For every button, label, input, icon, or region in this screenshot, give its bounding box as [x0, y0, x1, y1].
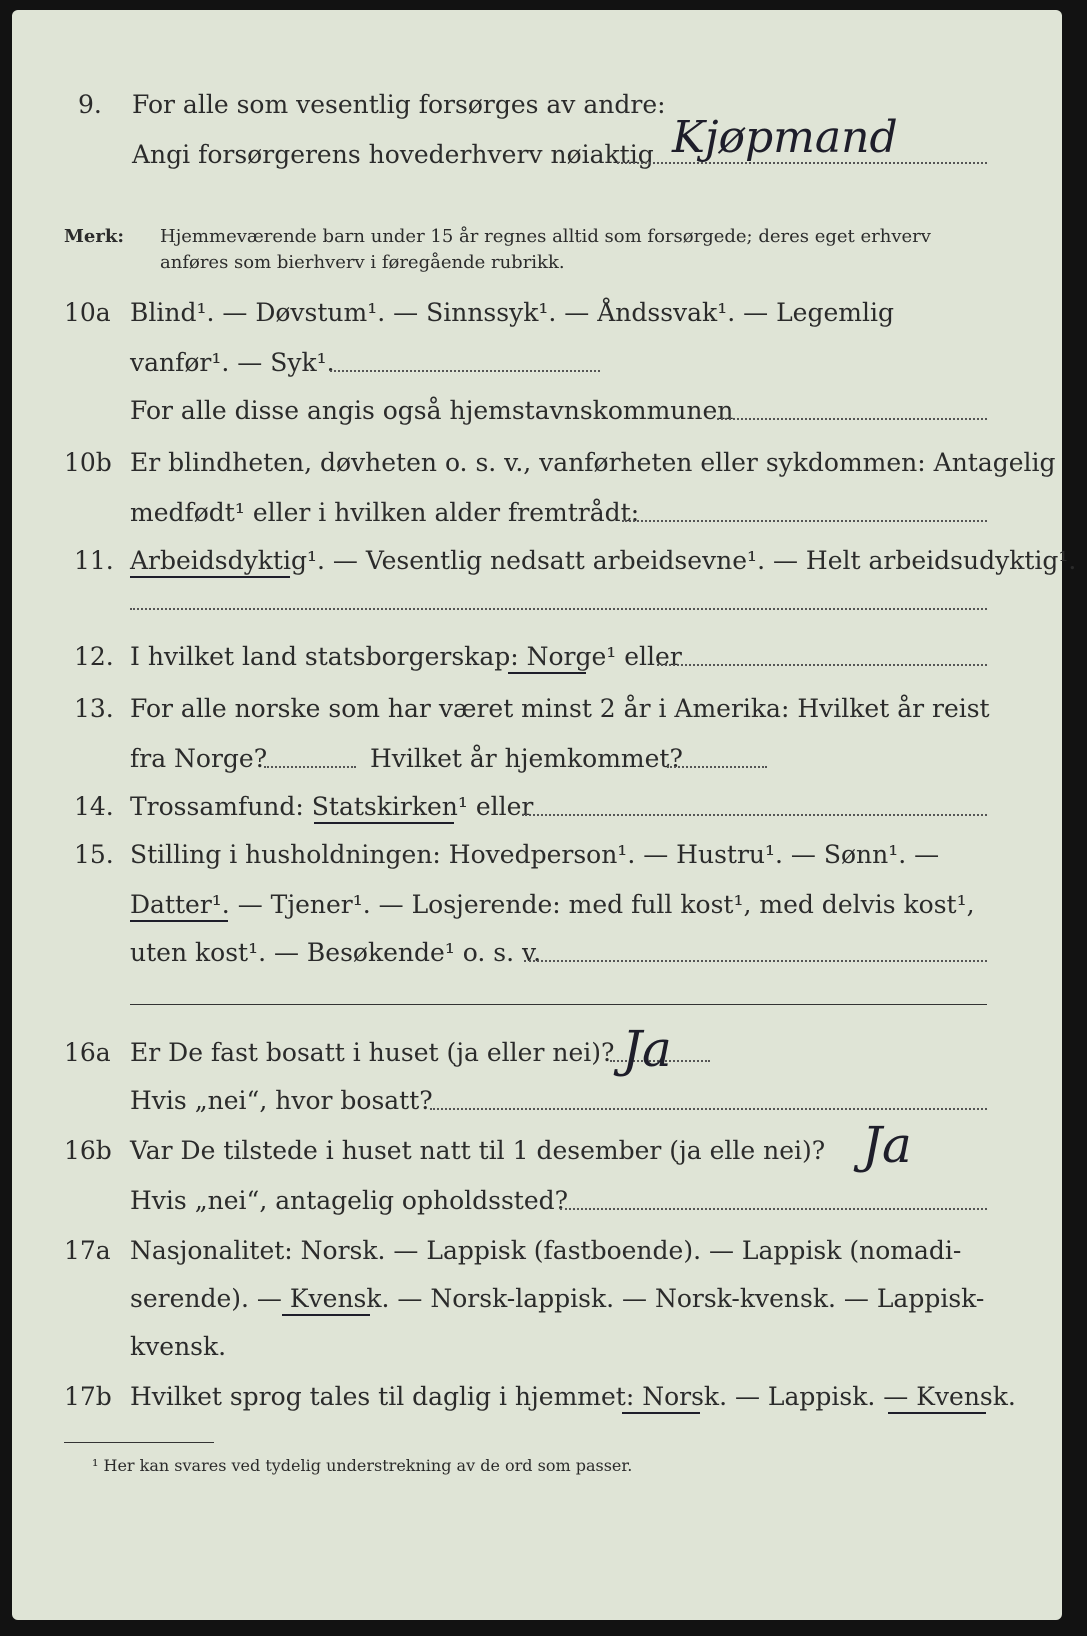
q15-line3: uten kost¹. — Besøkende¹ o. s. v. — [130, 938, 542, 967]
q12-line1: I hvilket land statsborgerskap: Norge¹ eller — [130, 642, 682, 671]
q16b-line1: Var De tilstede i huset natt til 1 desember (ja elle nei)? — [130, 1136, 826, 1165]
q16b-opholdssted-line[interactable] — [560, 1208, 987, 1210]
merk-label: Merk: — [64, 226, 124, 247]
q15-answer-line[interactable] — [524, 960, 987, 962]
q16a-number: 16a — [64, 1038, 111, 1067]
q15-underline-datter — [130, 920, 228, 922]
q15-line2: Datter¹. — Tjener¹. — Losjerende: med full kost¹, med delvis kost¹, — [130, 890, 975, 919]
q10b-line2: medfødt¹ eller i hvilken alder fremtrådt: — [130, 498, 640, 527]
q17a-number: 17a — [64, 1236, 111, 1265]
q10a-line1: Blind¹. — Døvstum¹. — Sinnssyk¹. — Åndssvak¹. — Legemlig — [130, 298, 894, 327]
q16b-handwritten-answer: Ja — [862, 1116, 912, 1174]
q11-answer-line[interactable] — [130, 608, 987, 610]
q13-number: 13. — [74, 694, 114, 723]
q13-hjemkommet-line[interactable] — [667, 766, 767, 768]
merk-line1: Hjemmeværende barn under 15 år regnes alltid som forsørgede; deres eget erhverv — [160, 226, 931, 247]
q12-answer-line[interactable] — [657, 664, 987, 666]
q16a-line2: Hvis „nei“, hvor bosatt? — [130, 1086, 433, 1115]
q9-handwritten-answer: Kjøpmand — [672, 112, 898, 163]
q16a-line1: Er De fast bosatt i huset (ja eller nei)? — [130, 1038, 615, 1067]
q12-underline-norge — [508, 672, 586, 674]
q14-underline-statskirken — [314, 822, 454, 824]
q17b-number: 17b — [64, 1382, 112, 1411]
footnote-rule — [64, 1442, 214, 1443]
q15-separator-line — [130, 1004, 987, 1005]
q17b-line1: Hvilket sprog tales til daglig i hjemmet: Norsk. — Lappisk. — Kvensk. — [130, 1382, 1016, 1411]
q17b-underline-norsk — [622, 1412, 700, 1414]
q17b-underline-kvensk — [888, 1412, 986, 1414]
q13-reist-line[interactable] — [264, 766, 356, 768]
census-form-page — [12, 10, 1077, 1620]
q13-line1: For alle norske som har været minst 2 år i Amerika: Hvilket år reist — [130, 694, 990, 723]
q10a-syk-line[interactable] — [330, 370, 600, 372]
q11-number: 11. — [74, 546, 114, 575]
q17a-underline-kvensk — [282, 1314, 370, 1316]
q9-line1: For alle som vesentlig forsørges av andre: — [132, 90, 666, 119]
q13-line2a: fra Norge? — [130, 744, 268, 773]
q9-number: 9. — [78, 90, 102, 119]
q12-number: 12. — [74, 642, 114, 671]
q14-number: 14. — [74, 792, 114, 821]
q17a-line3: kvensk. — [130, 1332, 227, 1361]
q16b-number: 16b — [64, 1136, 112, 1165]
q11-underline-arbeidsdyktig — [130, 576, 290, 578]
q10b-line1: Er blindheten, døvheten o. s. v., vanførheten eller sykdommen: Antagelig — [130, 448, 1056, 477]
q16a-bosatt-line[interactable] — [430, 1108, 987, 1110]
merk-line2: anføres som bierhverv i føregående rubrikk. — [160, 252, 565, 273]
q16b-line2: Hvis „nei“, antagelig opholdssted? — [130, 1186, 569, 1215]
q11-line1: Arbeidsdyktig¹. — Vesentlig nedsatt arbeidsevne¹. — Helt arbeidsudyktig¹. — [130, 546, 1077, 575]
q14-line1: Trossamfund: Statskirken¹ eller — [130, 792, 534, 821]
q13-line2b: Hvilket år hjemkommet? — [370, 744, 683, 773]
q9-line2: Angi forsørgerens hovederhverv nøiaktig — [132, 140, 654, 169]
q10a-line2: vanfør¹. — Syk¹. — [130, 348, 335, 377]
q10a-kommune-line[interactable] — [717, 418, 987, 420]
q10a-line3: For alle disse angis også hjemstavnskommunen — [130, 396, 734, 425]
q17a-line2: serende). — Kvensk. — Norsk-lappisk. — Norsk-kvensk. — Lappisk- — [130, 1284, 985, 1313]
q14-answer-line[interactable] — [522, 814, 987, 816]
footnote: ¹ Her kan svares ved tydelig understrekning av de ord som passer. — [92, 1456, 633, 1475]
q16a-handwritten-answer: Ja — [622, 1020, 672, 1078]
q10b-alder-line[interactable] — [622, 520, 987, 522]
q10a-number: 10a — [64, 298, 111, 327]
q10b-number: 10b — [64, 448, 112, 477]
q15-line1: Stilling i husholdningen: Hovedperson¹. — Hustru¹. — Sønn¹. — — [130, 840, 940, 869]
q15-number: 15. — [74, 840, 114, 869]
q17a-line1: Nasjonalitet: Norsk. — Lappisk (fastboende). — Lappisk (nomadi- — [130, 1236, 962, 1265]
